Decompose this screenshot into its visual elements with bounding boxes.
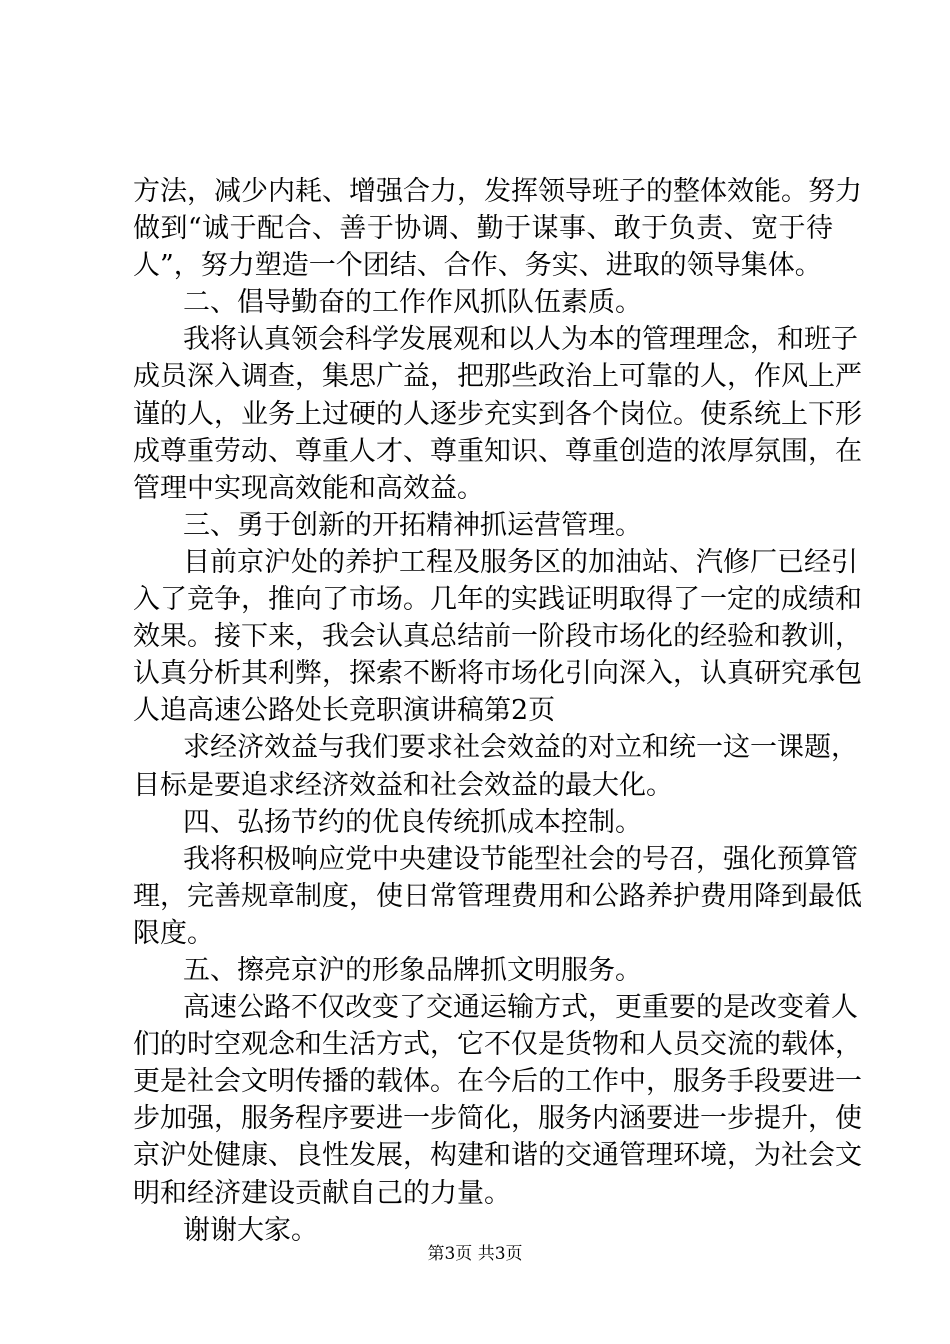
- text-line: 人”，努力塑造一个团结、合作、务实、进取的领导集体。: [133, 250, 822, 282]
- text-line: 限度。: [133, 917, 214, 949]
- text-line: 我将积极响应党中央建设节能型社会的号召，强化预算管: [183, 843, 858, 875]
- text-line: 认真分析其利弊，探索不断将市场化引向深入，认真研究承包: [133, 658, 862, 690]
- text-line: 我将认真领会科学发展观和以人为本的管理理念，和班子: [183, 324, 858, 356]
- text-line: 方法，减少内耗、增强合力，发挥领导班子的整体效能。努力: [133, 176, 862, 207]
- text-line: 管理中实现高效能和高效益。: [133, 472, 484, 504]
- text-line: 五、擦亮京沪的形象品牌抓文明服务。: [183, 954, 642, 986]
- text-line: 求经济效益与我们要求社会效益的对立和统一这一课题，: [183, 732, 858, 764]
- text-line: 步加强，服务程序要进一步简化，服务内涵要进一步提升，使: [133, 1103, 862, 1135]
- text-line: 成员深入调查，集思广益，把那些政治上可靠的人，作风上严: [133, 361, 862, 393]
- document-body: [133, 173, 862, 1249]
- page-footer: 第3页 共3页: [427, 1244, 523, 1264]
- text-line: 人追高速公路处长竞职演讲稿第2页: [133, 695, 556, 727]
- text-line: 谨的人，业务上过硬的人逐步充实到各个岗位。使系统上下形: [133, 398, 862, 430]
- text-line: 京沪处健康、良性发展，构建和谐的交通管理环境，为社会文: [133, 1140, 862, 1172]
- text-line: 高速公路不仅改变了交通运输方式，更重要的是改变着人: [183, 992, 858, 1024]
- text-line: 目前京沪处的养护工程及服务区的加油站、汽修厂已经引: [183, 546, 858, 578]
- text-line: 谢谢大家。: [183, 1214, 318, 1246]
- text-line: 四、弘扬节约的优良传统抓成本控制。: [183, 806, 642, 838]
- text-line: 做到“诚于配合、善于协调、勤于谋事、敢于负责、宽于待: [133, 213, 833, 245]
- text-line: 三、勇于创新的开拓精神抓运营管理。: [183, 509, 642, 541]
- text-line: 们的时空观念和生活方式，它不仅是货物和人员交流的载体，: [133, 1029, 862, 1061]
- text-line: 目标是要追求经济效益和社会效益的最大化。: [133, 769, 673, 801]
- text-line: 成尊重劳动、尊重人才、尊重知识、尊重创造的浓厚氛围，在: [133, 435, 862, 467]
- text-line: 理，完善规章制度，使日常管理费用和公路养护费用降到最低: [133, 880, 862, 912]
- text-line: 入了竞争，推向了市场。几年的实践证明取得了一定的成绩和: [133, 584, 862, 616]
- text-line: 二、倡导勤奋的工作作风抓队伍素质。: [183, 287, 642, 319]
- text-line: 更是社会文明传播的载体。在今后的工作中，服务手段要进一: [133, 1066, 862, 1098]
- text-line: 效果。接下来，我会认真总结前一阶段市场化的经验和教训，: [133, 621, 862, 653]
- text-line: 明和经济建设贡献自己的力量。: [133, 1177, 511, 1209]
